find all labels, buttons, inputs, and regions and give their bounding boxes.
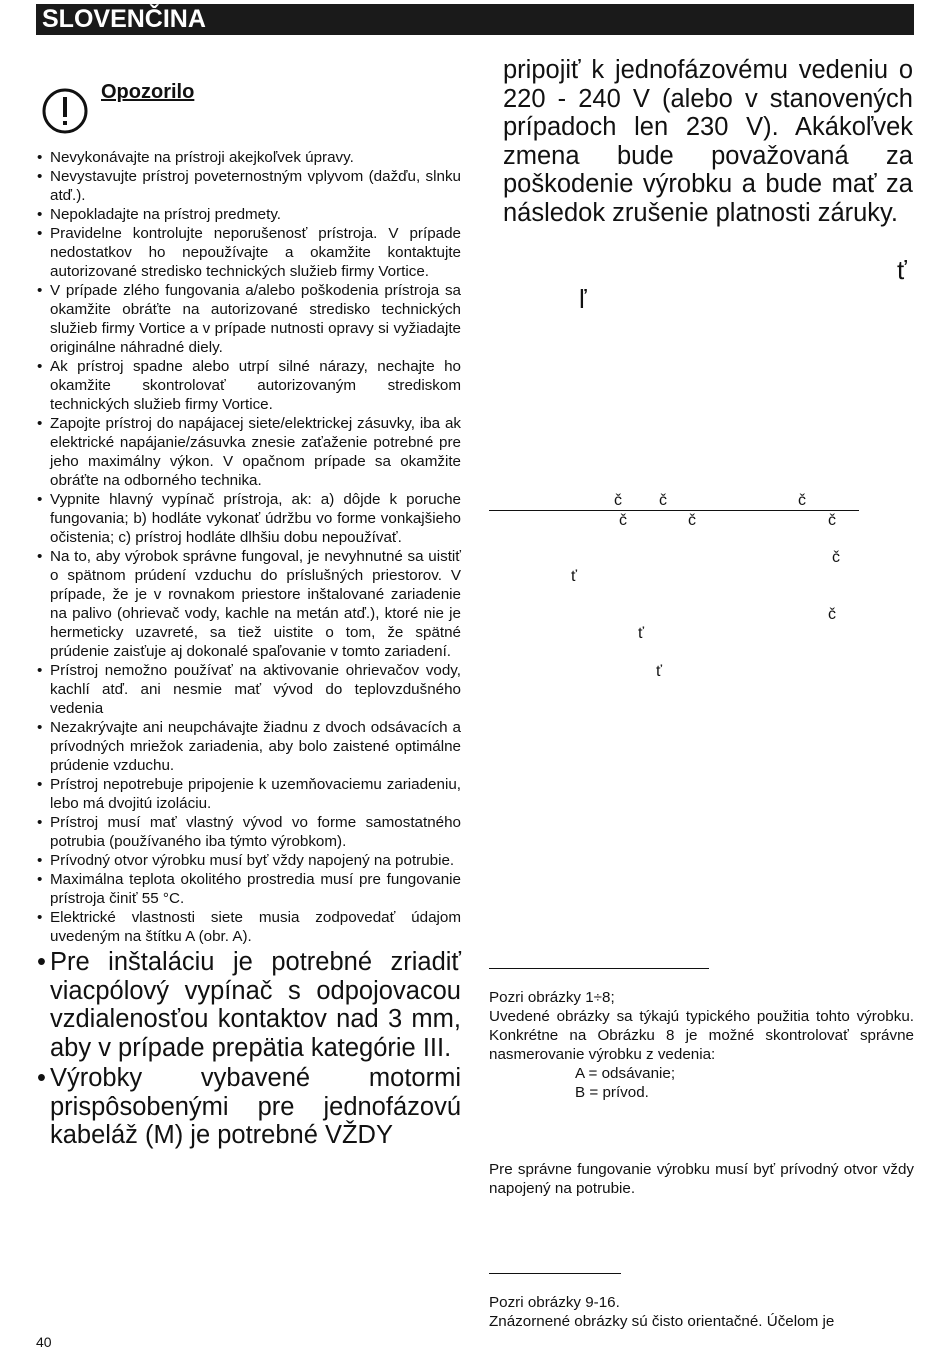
- warning-item: • Zapojte prístroj do napájacej siete/elektrickej zásuvky, iba ak elektrické napájanie/zásuvka znesie zaťaženie potrebné pre jeho maximálny výkon. V opačnom prípade sa okamžite obráťte na odborného technika.: [36, 414, 461, 490]
- warning-title: Opozorilo: [101, 81, 195, 103]
- exclamation-icon: [42, 88, 88, 134]
- warning-item: • Elektrické vlastnosti siete musia zodpovedať údajom uvedeným na štítku A (obr. A).: [36, 908, 461, 946]
- text-fragment: č: [798, 492, 806, 509]
- text-fragment: č: [688, 512, 696, 529]
- legend-b: B = prívod.: [575, 1084, 649, 1101]
- text-fragment: ť: [656, 663, 662, 680]
- warning-item: • Prístroj musí mať vlastný vývod vo forme samostatného potrubia (používaného iba týmto výrobkom).: [36, 813, 461, 851]
- divider-line: [489, 968, 709, 969]
- warning-item: • Ak prístroj spadne alebo utrpí silné nárazy, nechajte ho okamžite skontrolovať autorizovaným strediskom technických služieb firmy Vortice.: [36, 357, 461, 414]
- text-fragment: č: [828, 606, 836, 623]
- warning-item: • Prístroj nepotrebuje pripojenie k uzemňovaciemu zariadeniu, lebo má dvojitú izoláciu.: [36, 775, 461, 813]
- warning-list: [36, 148, 461, 1150]
- figure-reference: Pozri obrázky 1÷8;: [489, 989, 615, 1006]
- warning-item: • Nezakrývajte ani neupchávajte žiadnu z dvoch odsávacích a prívodných mriežok zariadenia, aby bolo zaistené optimálne prúdenie vzduchu.: [36, 718, 461, 775]
- text-fragment: č: [832, 549, 840, 566]
- section-title: SLOVENČINA: [42, 5, 206, 33]
- divider-line: [489, 510, 859, 511]
- figure-description: Uvedené obrázky sa týkajú typického použitia tohto výrobku. Konkrétne na Obrázku 8 je možné skontrolovať správne nasmerovanie výrobku z vedenia:: [489, 1008, 914, 1063]
- text-fragment: č: [659, 492, 667, 509]
- warning-item: • Maximálna teplota okolitého prostredia musí pre fungovanie prístroja činiť 55 °C.: [36, 870, 461, 908]
- text-fragment: č: [828, 512, 836, 529]
- text-fragment: č: [619, 512, 627, 529]
- warning-item: • Prívodný otvor výrobku musí byť vždy napojený na potrubie.: [36, 851, 461, 870]
- text-fragment: ľ: [579, 284, 587, 314]
- figures-9-16-section: [489, 1293, 914, 1331]
- warning-item: • Nevystavujte prístroj poveternostným vplyvom (dažďu, slnku atď.).: [36, 167, 461, 205]
- text-fragment: ť: [638, 625, 644, 642]
- page-number: 40: [36, 1334, 52, 1350]
- legend-a: A = odsávanie;: [575, 1065, 676, 1082]
- section-header: [36, 4, 914, 35]
- figure-description: Znázornené obrázky sú čisto orientačné. Účelom je: [489, 1313, 835, 1330]
- warning-item: • Pravidelne kontrolujte neporušenosť prístroja. V prípade nedostatkov ho nepoužívajte a okamžite kontaktujte autorizované stredisko technických služieb firmy Vortice.: [36, 224, 461, 281]
- warning-item: • Prístroj nemožno používať na aktivovanie ohrievačov vody, kachlí atď. ani nesmie mať vývod do teplovzdušného vedenia: [36, 661, 461, 718]
- figure-reference: Pozri obrázky 9-16.: [489, 1294, 620, 1311]
- warning-item: • Vypnite hlavný vypínač prístroja, ak: a) dôjde k poruche fungovania; b) hodláte vykonať údržbu vo forme vonkajšieho očistenia; c) prístroj hodláte dlhšiu dobu nepoužívať.: [36, 490, 461, 547]
- continuation-text: pripojiť k jednofázovému vedeniu o 220 - 240 V (alebo v stanovených prípadoch len 230 V). Akákoľvek zmena bude považovaná za poškodenie výrobku a bude mať za následok zrušenie platnosti záruky.: [503, 56, 913, 227]
- divider-line: [489, 1273, 621, 1274]
- figures-1-8-section: [489, 988, 914, 1102]
- text-fragment: ť: [897, 255, 907, 285]
- text-fragment: č: [614, 492, 622, 509]
- warning-item: • V prípade zlého fungovania a/alebo poškodenia prístroja sa okamžite obráťte na autorizované stredisko technických služieb firmy Vortice a v prípade nutnosti opravy si vyžiadajte originálne náhradné diely.: [36, 281, 461, 357]
- inlet-note: Pre správne fungovanie výrobku musí byť prívodný otvor vždy napojený na potrubie.: [489, 1161, 914, 1197]
- warning-item: • Nevykonávajte na prístroji akejkoľvek úpravy.: [36, 148, 461, 167]
- warning-item: • Na to, aby výrobok správne fungoval, je nevyhnutné sa uistiť o spätnom prúdení vzduchu do príslušných priestorov. V prípade, že je v rovnakom priestore inštalované zariadenie na palivo (ohrievač vody, kachle na metán atď.), ktoré nie je hermeticky uzavreté, sa tiež uistite o tom, že spätné prúdenie zaisťuje aj dokonalé spaľovanie v tomto zariadení.: [36, 547, 461, 661]
- warning-item-large: • Výrobky vybavené motormi prispôsobenými pre jednofázovú kabeláž (M) je potrebné VŽDY: [36, 1064, 461, 1150]
- text-fragment: ť: [571, 568, 577, 585]
- warning-item-large: • Pre inštaláciu je potrebné zriadiť viacpólový vypínač s odpojovacou vzdialenosťou kontaktov nad 3 mm, aby v prípade prepätia kategórie III.: [36, 948, 461, 1062]
- warning-item: • Nepokladajte na prístroj predmety.: [36, 205, 461, 224]
